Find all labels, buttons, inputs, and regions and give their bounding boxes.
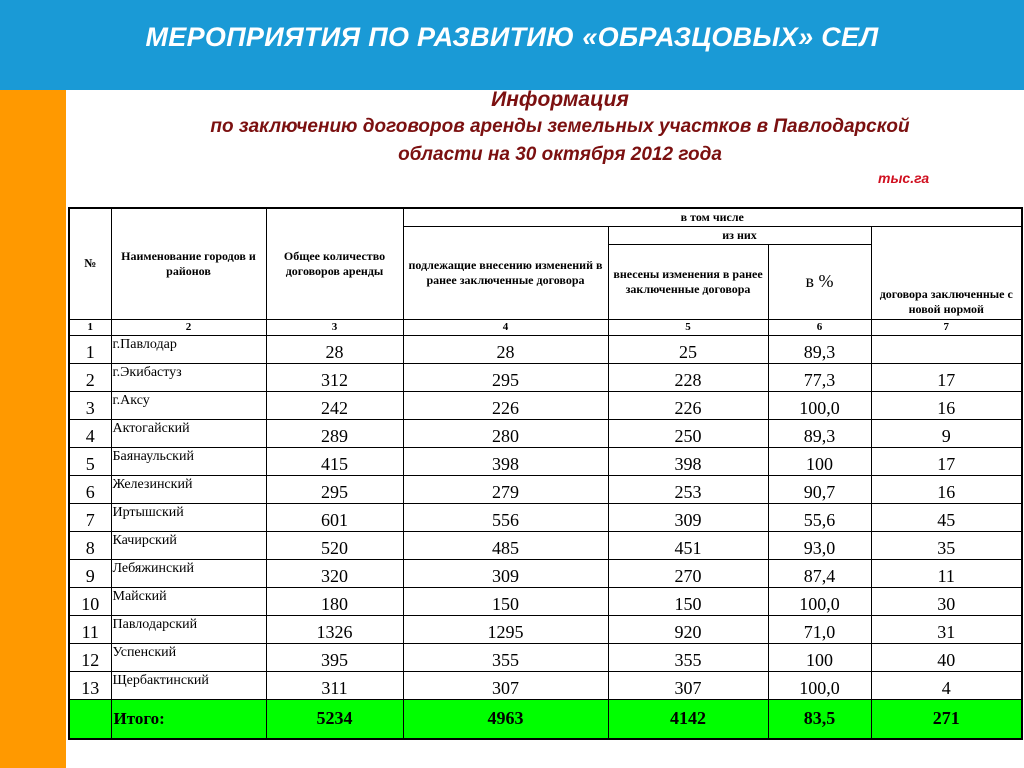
changed-cell: 398 xyxy=(608,447,768,475)
subject-to-change-cell: 1295 xyxy=(403,615,608,643)
total-contracts-cell: 28 xyxy=(266,335,403,363)
subject-to-change-cell: 307 xyxy=(403,671,608,699)
col-number: 3 xyxy=(266,319,403,335)
table-row xyxy=(69,391,1022,419)
total-contracts-cell: 395 xyxy=(266,643,403,671)
district-name-cell: Успенский xyxy=(111,643,266,671)
subject-to-change-cell: 355 xyxy=(403,643,608,671)
new-norm-cell: 35 xyxy=(871,531,1022,559)
table-body xyxy=(69,335,1022,699)
total-contracts-cell: 295 xyxy=(266,475,403,503)
table-row xyxy=(69,447,1022,475)
table-row xyxy=(69,363,1022,391)
percent-cell: 90,7 xyxy=(768,475,871,503)
row-number-cell: 3 xyxy=(69,391,111,419)
header-total: Общее количество договоров аренды xyxy=(266,208,403,319)
district-name-cell: Актогайский xyxy=(111,419,266,447)
page-title: МЕРОПРИЯТИЯ ПО РАЗВИТИЮ «ОБРАЗЦОВЫХ» СЕЛ xyxy=(145,22,879,52)
subject-to-change-cell: 226 xyxy=(403,391,608,419)
percent-cell: 71,0 xyxy=(768,615,871,643)
total-contracts-cell: 320 xyxy=(266,559,403,587)
header-of-them: из них xyxy=(608,226,871,244)
table-row xyxy=(69,615,1022,643)
total-cell: 83,5 xyxy=(768,699,871,739)
header-name: Наименование городов и районов xyxy=(111,208,266,319)
percent-cell: 93,0 xyxy=(768,531,871,559)
total-contracts-cell: 415 xyxy=(266,447,403,475)
row-number-cell: 6 xyxy=(69,475,111,503)
changed-cell: 253 xyxy=(608,475,768,503)
header-percent: в % xyxy=(768,244,871,319)
table-row xyxy=(69,559,1022,587)
total-contracts-cell: 312 xyxy=(266,363,403,391)
left-accent-bar xyxy=(0,0,66,768)
new-norm-cell: 16 xyxy=(871,475,1022,503)
subject-to-change-cell: 295 xyxy=(403,363,608,391)
district-name-cell: Качирский xyxy=(111,531,266,559)
changed-cell: 307 xyxy=(608,671,768,699)
district-name-cell: Лебяжинский xyxy=(111,559,266,587)
total-cell: 4142 xyxy=(608,699,768,739)
percent-cell: 100 xyxy=(768,447,871,475)
new-norm-cell: 31 xyxy=(871,615,1022,643)
col-number: 7 xyxy=(871,319,1022,335)
percent-cell: 77,3 xyxy=(768,363,871,391)
subject-to-change-cell: 150 xyxy=(403,587,608,615)
row-number-cell: 12 xyxy=(69,643,111,671)
changed-cell: 451 xyxy=(608,531,768,559)
table-row xyxy=(69,531,1022,559)
changed-cell: 355 xyxy=(608,643,768,671)
percent-cell: 100 xyxy=(768,643,871,671)
district-name-cell: Железинский xyxy=(111,475,266,503)
lease-contracts-table xyxy=(68,207,1023,740)
table-row xyxy=(69,475,1022,503)
table-row xyxy=(69,587,1022,615)
row-number-cell: 11 xyxy=(69,615,111,643)
percent-cell: 55,6 xyxy=(768,503,871,531)
total-contracts-cell: 520 xyxy=(266,531,403,559)
percent-cell: 100,0 xyxy=(768,587,871,615)
subject-to-change-cell: 280 xyxy=(403,419,608,447)
district-name-cell: Иртышский xyxy=(111,503,266,531)
row-number-cell: 4 xyxy=(69,419,111,447)
row-number-cell: 7 xyxy=(69,503,111,531)
district-name-cell: Майский xyxy=(111,587,266,615)
total-num-cell xyxy=(69,699,111,739)
percent-cell: 89,3 xyxy=(768,419,871,447)
changed-cell: 228 xyxy=(608,363,768,391)
changed-cell: 150 xyxy=(608,587,768,615)
changed-cell: 309 xyxy=(608,503,768,531)
total-contracts-cell: 1326 xyxy=(266,615,403,643)
total-cell: 271 xyxy=(871,699,1022,739)
total-label: Итого: xyxy=(111,699,266,739)
col-number: 1 xyxy=(69,319,111,335)
new-norm-cell: 9 xyxy=(871,419,1022,447)
row-number-cell: 10 xyxy=(69,587,111,615)
row-number-cell: 1 xyxy=(69,335,111,363)
changed-cell: 25 xyxy=(608,335,768,363)
table-row xyxy=(69,419,1022,447)
changed-cell: 250 xyxy=(608,419,768,447)
total-contracts-cell: 601 xyxy=(266,503,403,531)
header-subject: подлежащие внесению изменений в ранее заключенные договора xyxy=(403,226,608,319)
table-row xyxy=(69,335,1022,363)
new-norm-cell: 40 xyxy=(871,643,1022,671)
info-subtitle-line-1: по заключению договоров аренды земельных участков в Павлодарской xyxy=(210,116,910,137)
col-number: 2 xyxy=(111,319,266,335)
new-norm-cell: 16 xyxy=(871,391,1022,419)
subject-to-change-cell: 485 xyxy=(403,531,608,559)
percent-cell: 100,0 xyxy=(768,671,871,699)
new-norm-cell xyxy=(871,335,1022,363)
subject-to-change-cell: 28 xyxy=(403,335,608,363)
new-norm-cell: 4 xyxy=(871,671,1022,699)
new-norm-cell: 30 xyxy=(871,587,1022,615)
total-cell: 4963 xyxy=(403,699,608,739)
row-number-cell: 13 xyxy=(69,671,111,699)
new-norm-cell: 45 xyxy=(871,503,1022,531)
row-number-cell: 9 xyxy=(69,559,111,587)
table-row xyxy=(69,503,1022,531)
district-name-cell: г.Аксу xyxy=(111,391,266,419)
total-contracts-cell: 289 xyxy=(266,419,403,447)
subject-to-change-cell: 398 xyxy=(403,447,608,475)
new-norm-cell: 17 xyxy=(871,447,1022,475)
info-subtitle-line-2: области на 30 октября 2012 года xyxy=(398,144,722,165)
table-row xyxy=(69,671,1022,699)
district-name-cell: Щербактинский xyxy=(111,671,266,699)
new-norm-cell: 17 xyxy=(871,363,1022,391)
col-number: 5 xyxy=(608,319,768,335)
header-num: № xyxy=(69,208,111,319)
district-name-cell: г.Экибастуз xyxy=(111,363,266,391)
percent-cell: 89,3 xyxy=(768,335,871,363)
row-number-cell: 2 xyxy=(69,363,111,391)
total-contracts-cell: 180 xyxy=(266,587,403,615)
col-number: 6 xyxy=(768,319,871,335)
new-norm-cell: 11 xyxy=(871,559,1022,587)
table-row xyxy=(69,643,1022,671)
header-changed: внесены изменения в ранее заключенные договора xyxy=(608,244,768,319)
changed-cell: 270 xyxy=(608,559,768,587)
changed-cell: 226 xyxy=(608,391,768,419)
subject-to-change-cell: 309 xyxy=(403,559,608,587)
col-number: 4 xyxy=(403,319,608,335)
percent-cell: 100,0 xyxy=(768,391,871,419)
info-title: Информация xyxy=(491,88,629,111)
total-contracts-cell: 242 xyxy=(266,391,403,419)
changed-cell: 920 xyxy=(608,615,768,643)
header-new-norm: договора заключенные с новой нормой xyxy=(871,226,1022,319)
percent-cell: 87,4 xyxy=(768,559,871,587)
district-name-cell: г.Павлодар xyxy=(111,335,266,363)
district-name-cell: Павлодарский xyxy=(111,615,266,643)
subject-to-change-cell: 279 xyxy=(403,475,608,503)
total-row xyxy=(69,699,1022,739)
total-cell: 5234 xyxy=(266,699,403,739)
row-number-cell: 8 xyxy=(69,531,111,559)
total-contracts-cell: 311 xyxy=(266,671,403,699)
district-name-cell: Баянаульский xyxy=(111,447,266,475)
unit-label: тыс.га xyxy=(878,170,930,186)
row-number-cell: 5 xyxy=(69,447,111,475)
header-including: в том числе xyxy=(403,208,1022,226)
subject-to-change-cell: 556 xyxy=(403,503,608,531)
